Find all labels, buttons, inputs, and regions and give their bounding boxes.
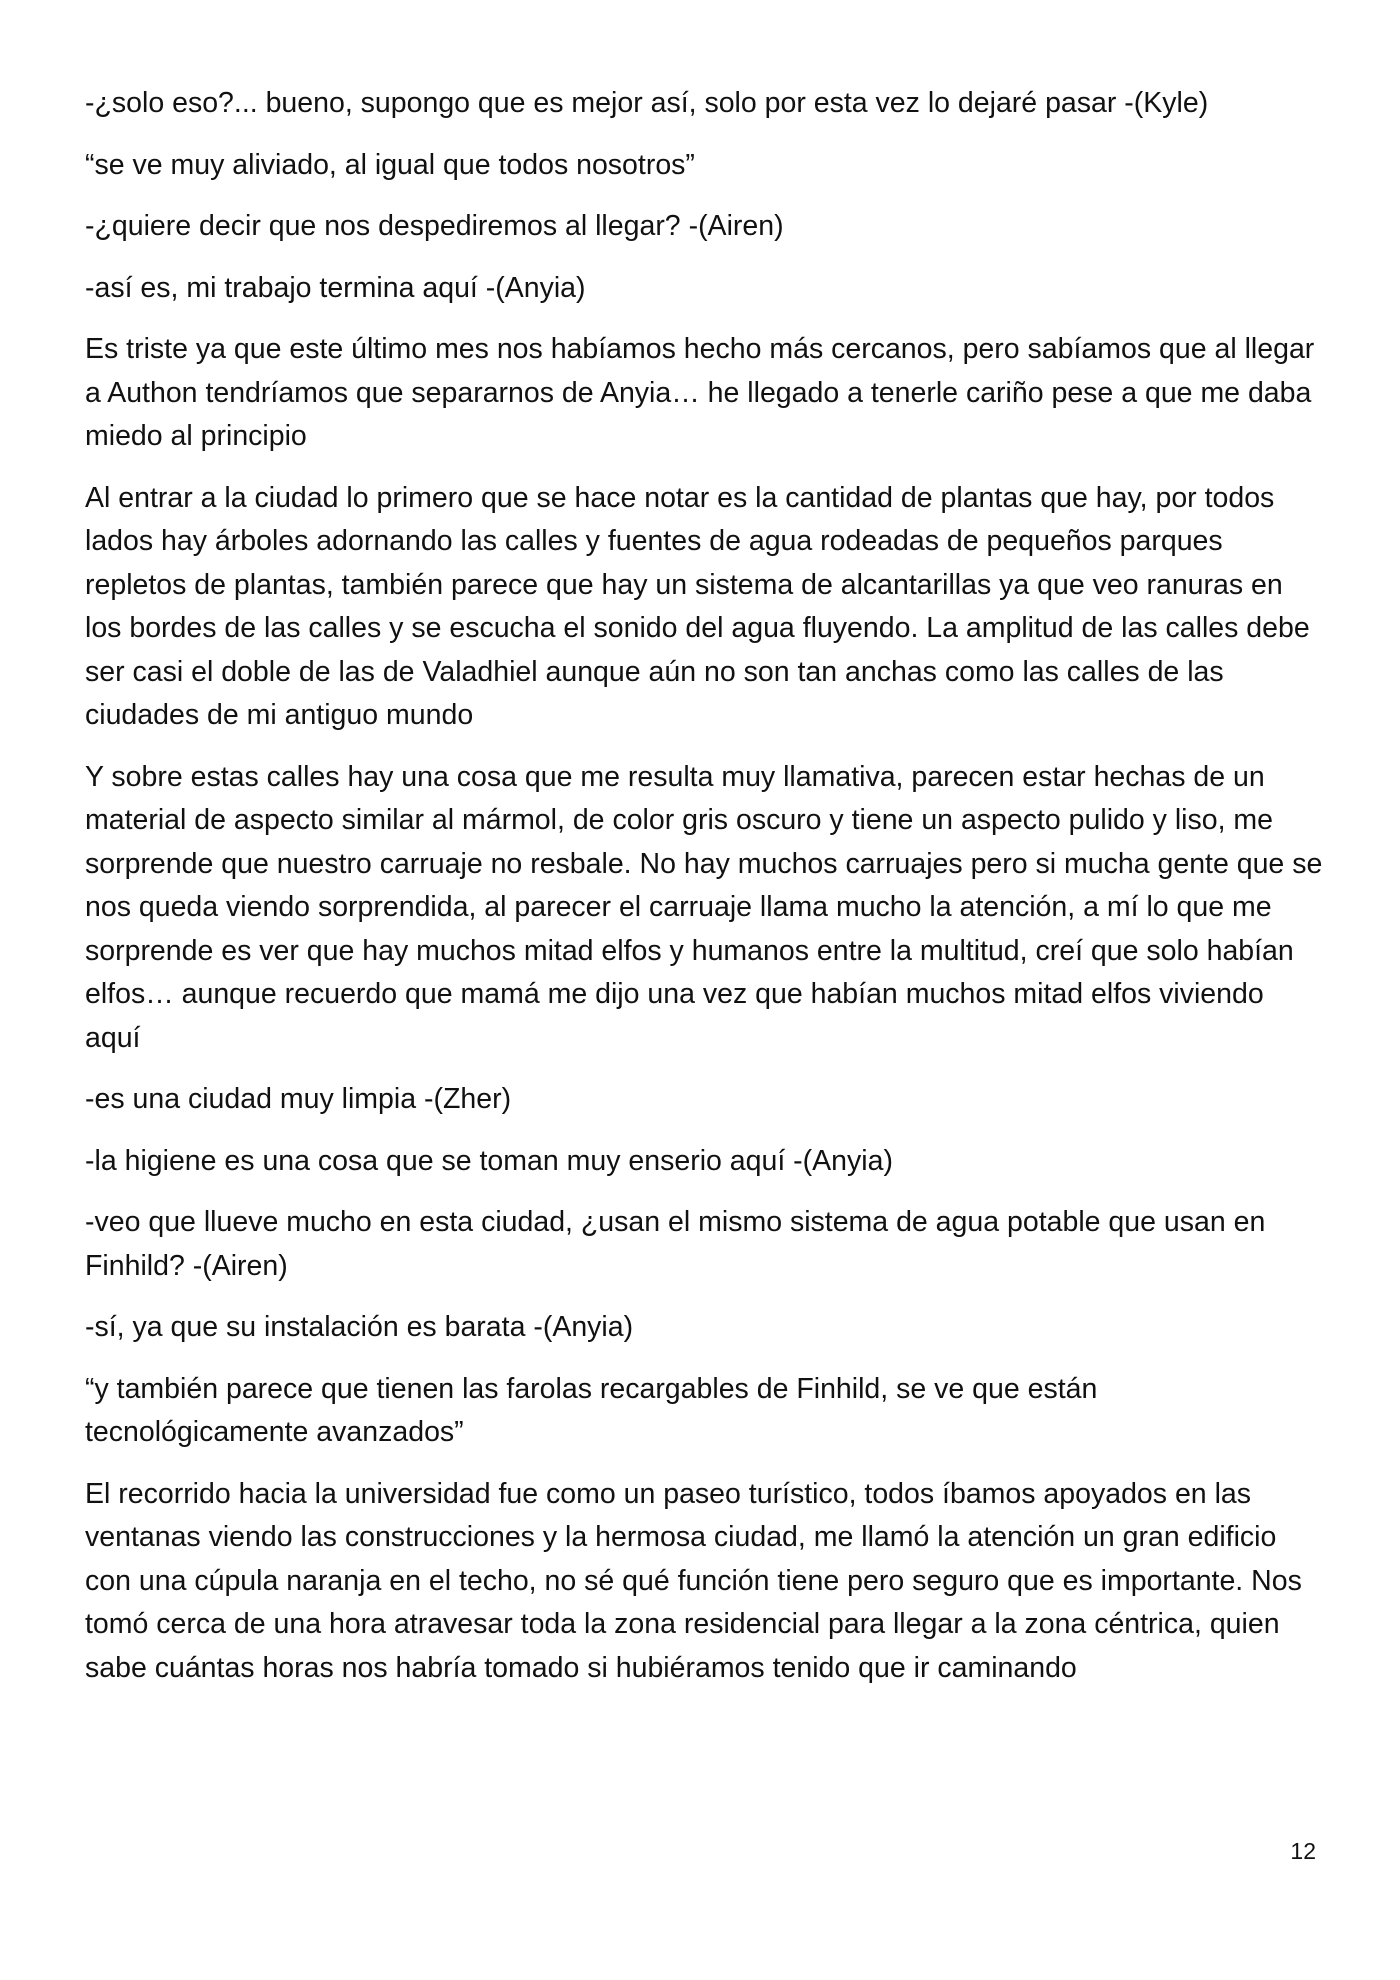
dialogue-airen-farewell: -¿quiere decir que nos despediremos al llegar? -(Airen) [85, 210, 784, 242]
dialogue-zher: -es una ciudad muy limpia -(Zher) [85, 1083, 512, 1115]
narration-city-plants: Al entrar a la ciudad lo primero que se hace notar es la cantidad de plantas que hay, por todos lados hay árboles adornando las calles y fuentes de agua rodeadas de pequeños parques repletos de plantas, también parece que hay un sistema de alcantarillas ya que veo ranuras en los bordes de las calles y se escucha el sonido del agua fluyendo. La amplitud de las calles debe ser casi el doble de las de Valadhiel aunque aún no son tan anchas como las calles de las ciudades de mi antiguo mundo [85, 481, 1310, 731]
body-text [85, 82, 1325, 1708]
narration-tour: El recorrido hacia la universidad fue como un paseo turístico, todos íbamos apoyados en las ventanas viendo las construcciones y la hermosa ciudad, me llamó la atención un gran edificio con una cúpula naranja en el techo, no sé qué función tiene pero seguro que es importante. Nos tomó cerca de una hora atravesar toda la zona residencial para llegar a la zona céntrica, quien sabe cuántas horas nos habría tomado si hubiéramos tenido que ir caminando [85, 1477, 1302, 1684]
dialogue-anyia-installation: -sí, ya que su instalación es barata -(Anyia) [85, 1311, 634, 1343]
narration-sadness: Es triste ya que este último mes nos habíamos hecho más cercanos, pero sabíamos que al llegar a Authon tendríamos que separarnos de Anyia… he llegado a tenerle cariño pese a que me daba miedo al principio [85, 333, 1315, 452]
dialogue-kyle: -¿solo eso?... bueno, supongo que es mejor así, solo por esta vez lo dejaré pasar -(Kyle) [85, 87, 1209, 119]
narration-streets: Y sobre estas calles hay una cosa que me resulta muy llamativa, parecen estar hechas de un material de aspecto similar al mármol, de color gris oscuro y tiene un aspecto pulido y liso, me sorprende que nuestro carruaje no resbale. No hay muchos carruajes pero si mucha gente que se nos queda viendo sorprendida, al parecer el carruaje llama mucho la atención, a mí lo que me sorprende es ver que hay muchos mitad elfos y humanos entre la multitud, creí que solo habían elfos… aunque recuerdo que mamá me dijo una vez que habían muchos mitad elfos viviendo aquí [85, 760, 1323, 1054]
dialogue-anyia-job: -así es, mi trabajo termina aquí -(Anyia) [85, 271, 586, 304]
inner-thought-relief: “se ve muy aliviado, al igual que todos nosotros” [85, 148, 695, 181]
page-number: 12 [1290, 1838, 1316, 1864]
dialogue-airen-water: -veo que llueve mucho en esta ciudad, ¿usan el mismo sistema de agua potable que usan en Finhild? -(Airen) [85, 1206, 1266, 1282]
dialogue-anyia-hygiene: -la higiene es una cosa que se toman muy enserio aquí -(Anyia) [85, 1144, 893, 1177]
inner-thought-lamps: “y también parece que tienen las farolas recargables de Finhild, se ve que están tecnológicamente avanzados” [85, 1372, 1098, 1448]
